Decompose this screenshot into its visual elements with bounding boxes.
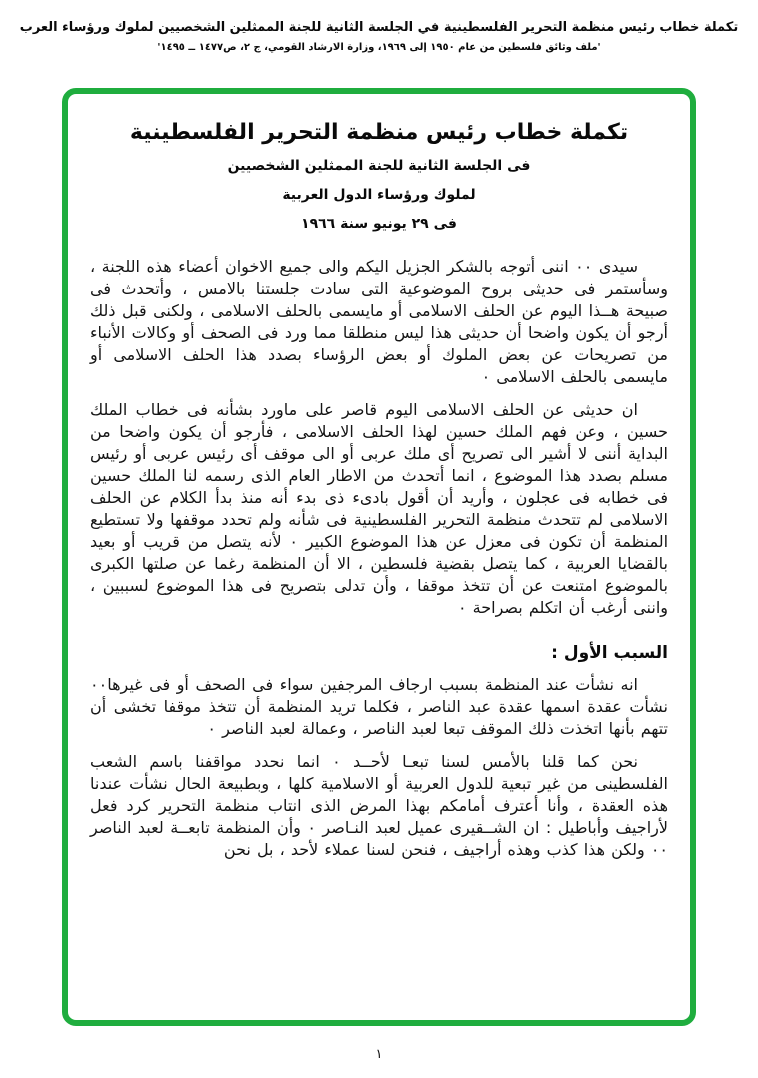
doc-title-line1: تكملة خطاب رئيس منظمة التحرير الفلسطينية	[129, 120, 629, 145]
document-frame	[62, 88, 696, 1026]
doc-title-line4: فى ٢٩ يونيو سنة ١٩٦٦	[301, 216, 457, 232]
page-number: ١	[375, 1047, 383, 1062]
paragraph-1: سيدى ٠٠ اننى أتوجه بالشكر الجزيل اليكم والى جميع الاخوان أعضاء هذه اللجنة ، وسأستمر فى حديثى بروح الموضوعية التى سادت جلستنا بالامس ، وأتحدث فى صبيحة هــذا اليوم عن الحلف الاسلامى أو مايسمى بالحلف الاسلامى ، ولكنى قبل ذلك أرجو أن يكون واضحا أن حديثى هذا ليس منطلقا مما ورد فى الصحف أو وكالات الأنباء من تصريحات عن بعض الملوك أو بعض الرؤساء بصدد هذا الحلف الاسلامى أو مايسمى بالحلف الاسلامى ٠	[90, 257, 668, 386]
section-heading-first-reason: السبب الأول :	[551, 643, 668, 663]
paragraph-2: ان حديثى عن الحلف الاسلامى اليوم قاصر على ماورد بشأنه فى خطاب الملك حسين ، وعن فهم الملك حسين لهذا الحلف الاسلامى ، فأرجو أن يكون واضحا من البداية أننى لا أشير الى تصريح أى ملك عربى أو الى موقف أى رئيس عربى أو رئيس مسلم بصدد هذا الموضوع ، انما أتحدث من الاطار العام الذى رسمه لنا الملك حسين فى خطابه فى عجلون ، وأريد أن أقول بادىء ذى بدء أنه منذ بدأ الكلام عن الحلف الاسلامى لم تتحدث منظمة التحرير الفلسطينية فى شأنه ولم تحدد موقفها ولا تستطيع المنظمة أن تكون فى معزل عن هذا الموضوع الكبير ٠ لأنه يتصل من قريب أو بعيد بالقضايا العربية ، كما يتصل بقضية فلسطين ، الا أن المنظمة رغما عن صلتها الكبرى بالموضوع امتنعت عن أن تتخذ موقفا ، وأن تدلى بتصريح فى هذا الموضوع لسببين ، واننى أرغب أن اتكلم بصراحة ٠	[90, 400, 669, 617]
page-header	[0, 0, 758, 53]
section-paragraph-1: انه نشأت عند المنظمة بسبب ارجاف المرجفين سواء فى الصحف أو فى غيرها٠٠ نشأت عقدة اسمها عقدة عبد الناصر ، فكلما تريد المنظمة أن تتخذ موقفا تخشى أن تتهم بأنها اتخذت ذلك الموقف تبعا لعبد الناصر ، وعمالة لعبد الناصر ٠	[90, 675, 668, 738]
doc-title-line3: لملوك ورؤساء الدول العربية	[282, 187, 476, 203]
section-paragraph-2: نحن كما قلنا بالأمس لسنا تبعـا لأحــد ٠ انما نحدد مواقفنا باسم الشعب الفلسطينى من غير تبعية للدول العربية أو الاسلامية كلها ، وبطبيعة الحال نشأت عندنا هذه العقدة ، وأنا أعترف أمامكم بهذا المرض الذى انتاب منظمة التحرير كرد فعل لأراجيف وأباطيل : ان الشــقيرى عميل لعبد النـاصر ٠ وأن المنظمة تابعــة لعبد الناصر ٠٠ ولكن هذا كذب وهذه أراجيف ، فنحن لسنا عملاء لأحد ، بل نحن	[90, 752, 668, 859]
doc-title-line2: فى الجلسة الثانية للجنة الممثلين الشخصيين	[227, 158, 531, 174]
header-title: تكملة خطاب رئيس منظمة التحرير الفلسطينية في الجلسة الثانية للجنة الممثلين الشخصيين لملوك ورؤساء العرب	[19, 20, 739, 35]
header-source-citation: 'ملف وثائق فلسطين من عام ١٩٥٠ إلى ١٩٦٩، وزارة الارشاد القومي، ج ٢، ص١٤٧٧ ــ ١٤٩٥'	[157, 42, 601, 53]
